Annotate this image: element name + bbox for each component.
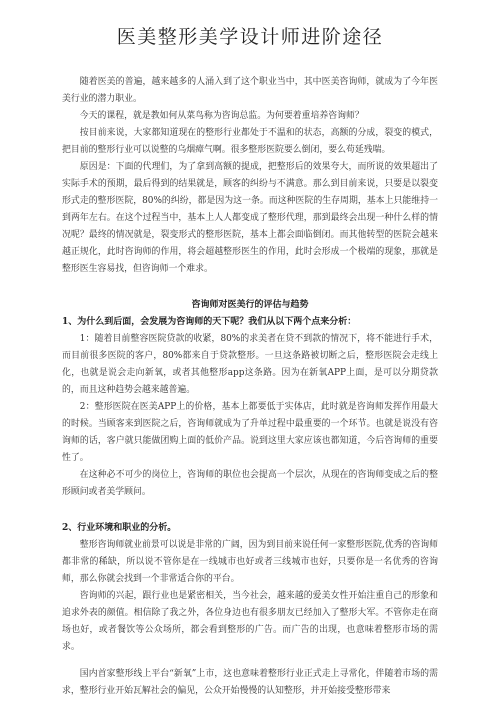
section-heading-1: 1、为什么到后面，会发展为咨询师的天下呢？我们从以下两个点来分析：	[62, 317, 357, 327]
spacer	[62, 46, 438, 74]
section-heading-2: 2、行业环境和职业的分析。	[62, 523, 177, 533]
section1-paragraph: 1：随着目前整容医院贷款的收紧，80%的求美者在贷不到款的情况下，将不能进行手术，而目前很多医院的客户，80%都来自于贷款整形。一旦这条路被切断之后，整形医院会走线上化，也就是说会走向新氧，或者其他整形app这条路。因为在新氧APP上面，是可以分期贷款的，而且这种趋势会越来越普遍。	[62, 334, 438, 395]
section2-paragraph: 整形咨询师就业前景可以说是非常的广阔，因为到目前来说任何一家整形医院,优秀的咨询师都非常的稀缺，所以说不管你是在一线城市也好或者三线城市也好，只要你是一名优秀的咨询师，那么你就会找到一个非常适合你的平台。	[62, 540, 438, 584]
spacer	[62, 501, 438, 520]
spacer	[62, 656, 438, 666]
intro-paragraph: 今天的课程，就是教如何从菜鸟称为咨询总监。为何要着重培养咨询师？	[79, 111, 364, 121]
section1-paragraph: 在这种必不可少的岗位上，咨询师的职位也会提高一个层次，从现在的咨询师变成之后的整形顾问或者美学顾问。	[62, 470, 438, 497]
page-title: 医美整形美学设计师进阶途径	[116, 26, 384, 48]
section1-paragraph: 2：整形医院在医美APP上的价格，基本上都要低于实体店，此时就是咨询师发挥作用最大的时候。当顾客来到医院之后，咨询师就成为了升单过程中最重要的一个环节。也就是说没有咨询师的话，客户就只能做团购上面的低价产品。说到这里大家应该也都知道，今后咨询师的重要性了。	[62, 402, 438, 463]
intro-paragraph: 按目前来说，大家都知道现在的整形行业都处于不温和的状态，高额的分成，裂变的模式，把目前的整形行业可以说整的乌烟瘴气啊。很多整形医院要么倒闭，要么苟延残喘。	[62, 128, 438, 155]
intro-paragraph: 随着医美的普遍，越来越多的人涌入到了这个职业当中，其中医美咨询师，就成为了今年医美行业的潜力职业。	[62, 77, 438, 104]
section2-paragraph: 咨询师的兴起，跟行业也是紧密相关，当今社会，越来越的爱美女性开始注重自己的形象和追求外表的颜值。相信除了我之外，各位身边也有很多朋友已经加入了整形大军。不管你走在商场也好，或者餐饮等公众场所，都会看到整形的广告。而广告的出现，也意味着整形市场的需求。	[62, 591, 438, 652]
spacer	[62, 278, 438, 297]
intro-paragraph: 原因是：下面的代理们，为了拿到高额的提成，把整形后的效果夸大，而所说的效果超出了实际手术的预期，最后得到的结果就是，顾客的纠纷与不满意。那么到目前来说，只要是以裂变形式走的整形医院，80%的纠纷，都是因为这一条。而这种医院的生存周期，基本上只能维持一到两年左右。在这个过程当中，基本上人人都变成了整形代理，那到最终会出现一种什么样的情况呢？最终的情况就是，裂变形式的整形医院，基本上都会面临倒闭。而其他转型的医院会越来越正规化，此时咨询师的作用，将会超越整形医生的作用，此时会形成一个极端的现象，那就是整形医生容易找，但咨询师一个难求。	[62, 162, 438, 274]
section-title: 咨询师对医美行的评估与趋势	[191, 300, 309, 310]
section2-paragraph: 国内首家整形线上平台“新氧”上市，这也意味着整形行业正式走上寻常化，伴随着市场的需求，整形行业开始瓦解社会的偏见，公众开始慢慢的认知整形，并开始接受整形带来	[62, 669, 438, 696]
